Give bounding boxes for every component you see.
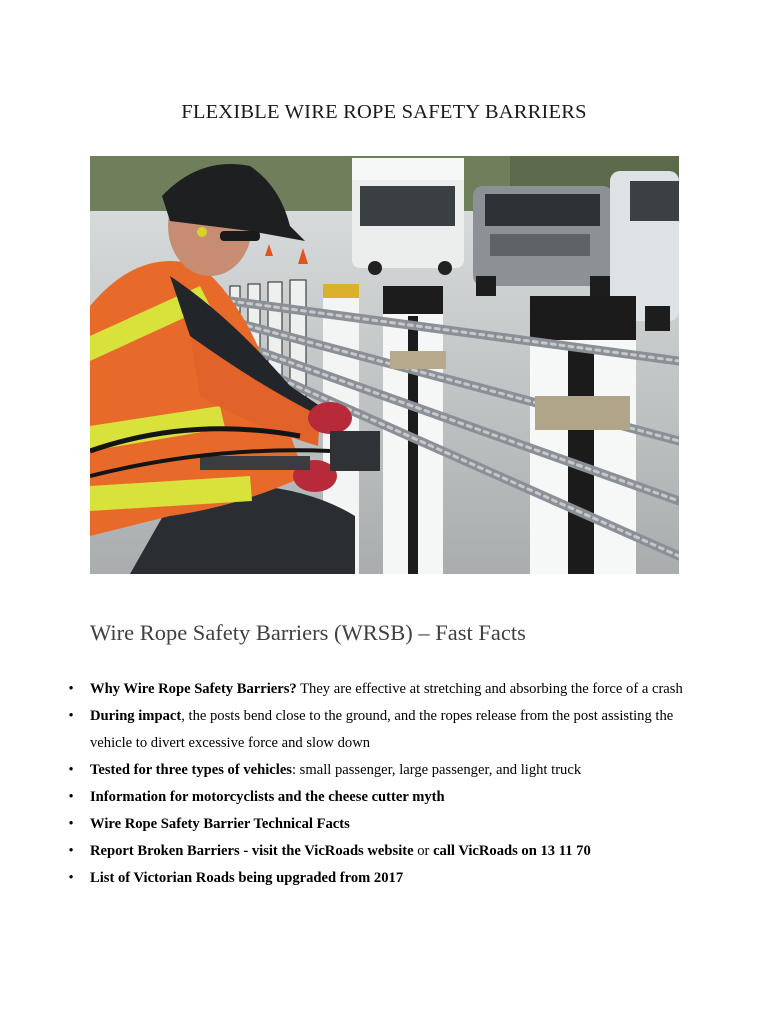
- bullet: •: [68, 681, 74, 697]
- fact-bold: Why Wire Rope Safety Barriers?: [90, 681, 297, 697]
- list-item-link[interactable]: [66, 811, 686, 838]
- motorcyclists-link[interactable]: Information for motorcyclists and the cheese cutter myth: [90, 789, 445, 805]
- page-title: FLEXIBLE WIRE ROPE SAFETY BARRIERS: [181, 101, 587, 123]
- fast-facts-list: [66, 676, 686, 892]
- bullet: •: [68, 870, 74, 886]
- suv: [473, 186, 613, 296]
- list-item-link[interactable]: [66, 865, 686, 892]
- bullet: •: [68, 762, 74, 778]
- list-item: [66, 703, 686, 757]
- bullet: •: [68, 708, 74, 724]
- barrier-photo: [90, 156, 679, 574]
- fact-text: : small passenger, large passenger, and light truck: [291, 762, 582, 778]
- barrier-bracket: [390, 351, 446, 369]
- fact-bold: During impact: [90, 708, 182, 724]
- call-vicroads-link[interactable]: call VicRoads on 13 11 70: [433, 843, 591, 859]
- worker-barrier-illustration: [90, 156, 679, 574]
- fact-text: They are effective at stretching and absorbing the force of a crash: [296, 681, 683, 697]
- roads-upgraded-link[interactable]: List of Victorian Roads being upgraded from 2017: [90, 870, 404, 886]
- bullet: •: [68, 816, 74, 832]
- section-heading: Wire Rope Safety Barriers (WRSB) – Fast Facts: [90, 620, 526, 645]
- list-item: [66, 838, 686, 865]
- barrier-bracket: [535, 396, 630, 430]
- vicroads-website-link[interactable]: Report Broken Barriers - visit the VicRoads website: [90, 843, 414, 859]
- list-item-link[interactable]: [66, 784, 686, 811]
- technical-facts-link[interactable]: Wire Rope Safety Barrier Technical Facts: [90, 816, 350, 832]
- bullet: •: [68, 789, 74, 805]
- list-item: [66, 676, 686, 703]
- motorhome: [352, 158, 464, 275]
- fact-text: or: [413, 843, 434, 859]
- list-item: [66, 757, 686, 784]
- fact-text: , the posts bend close to the ground, and the ropes release from the post assisting the vehicle to divert excessive force and slow down: [90, 708, 674, 751]
- bullet: •: [68, 843, 74, 859]
- fact-bold: Tested for three types of vehicles: [90, 762, 292, 778]
